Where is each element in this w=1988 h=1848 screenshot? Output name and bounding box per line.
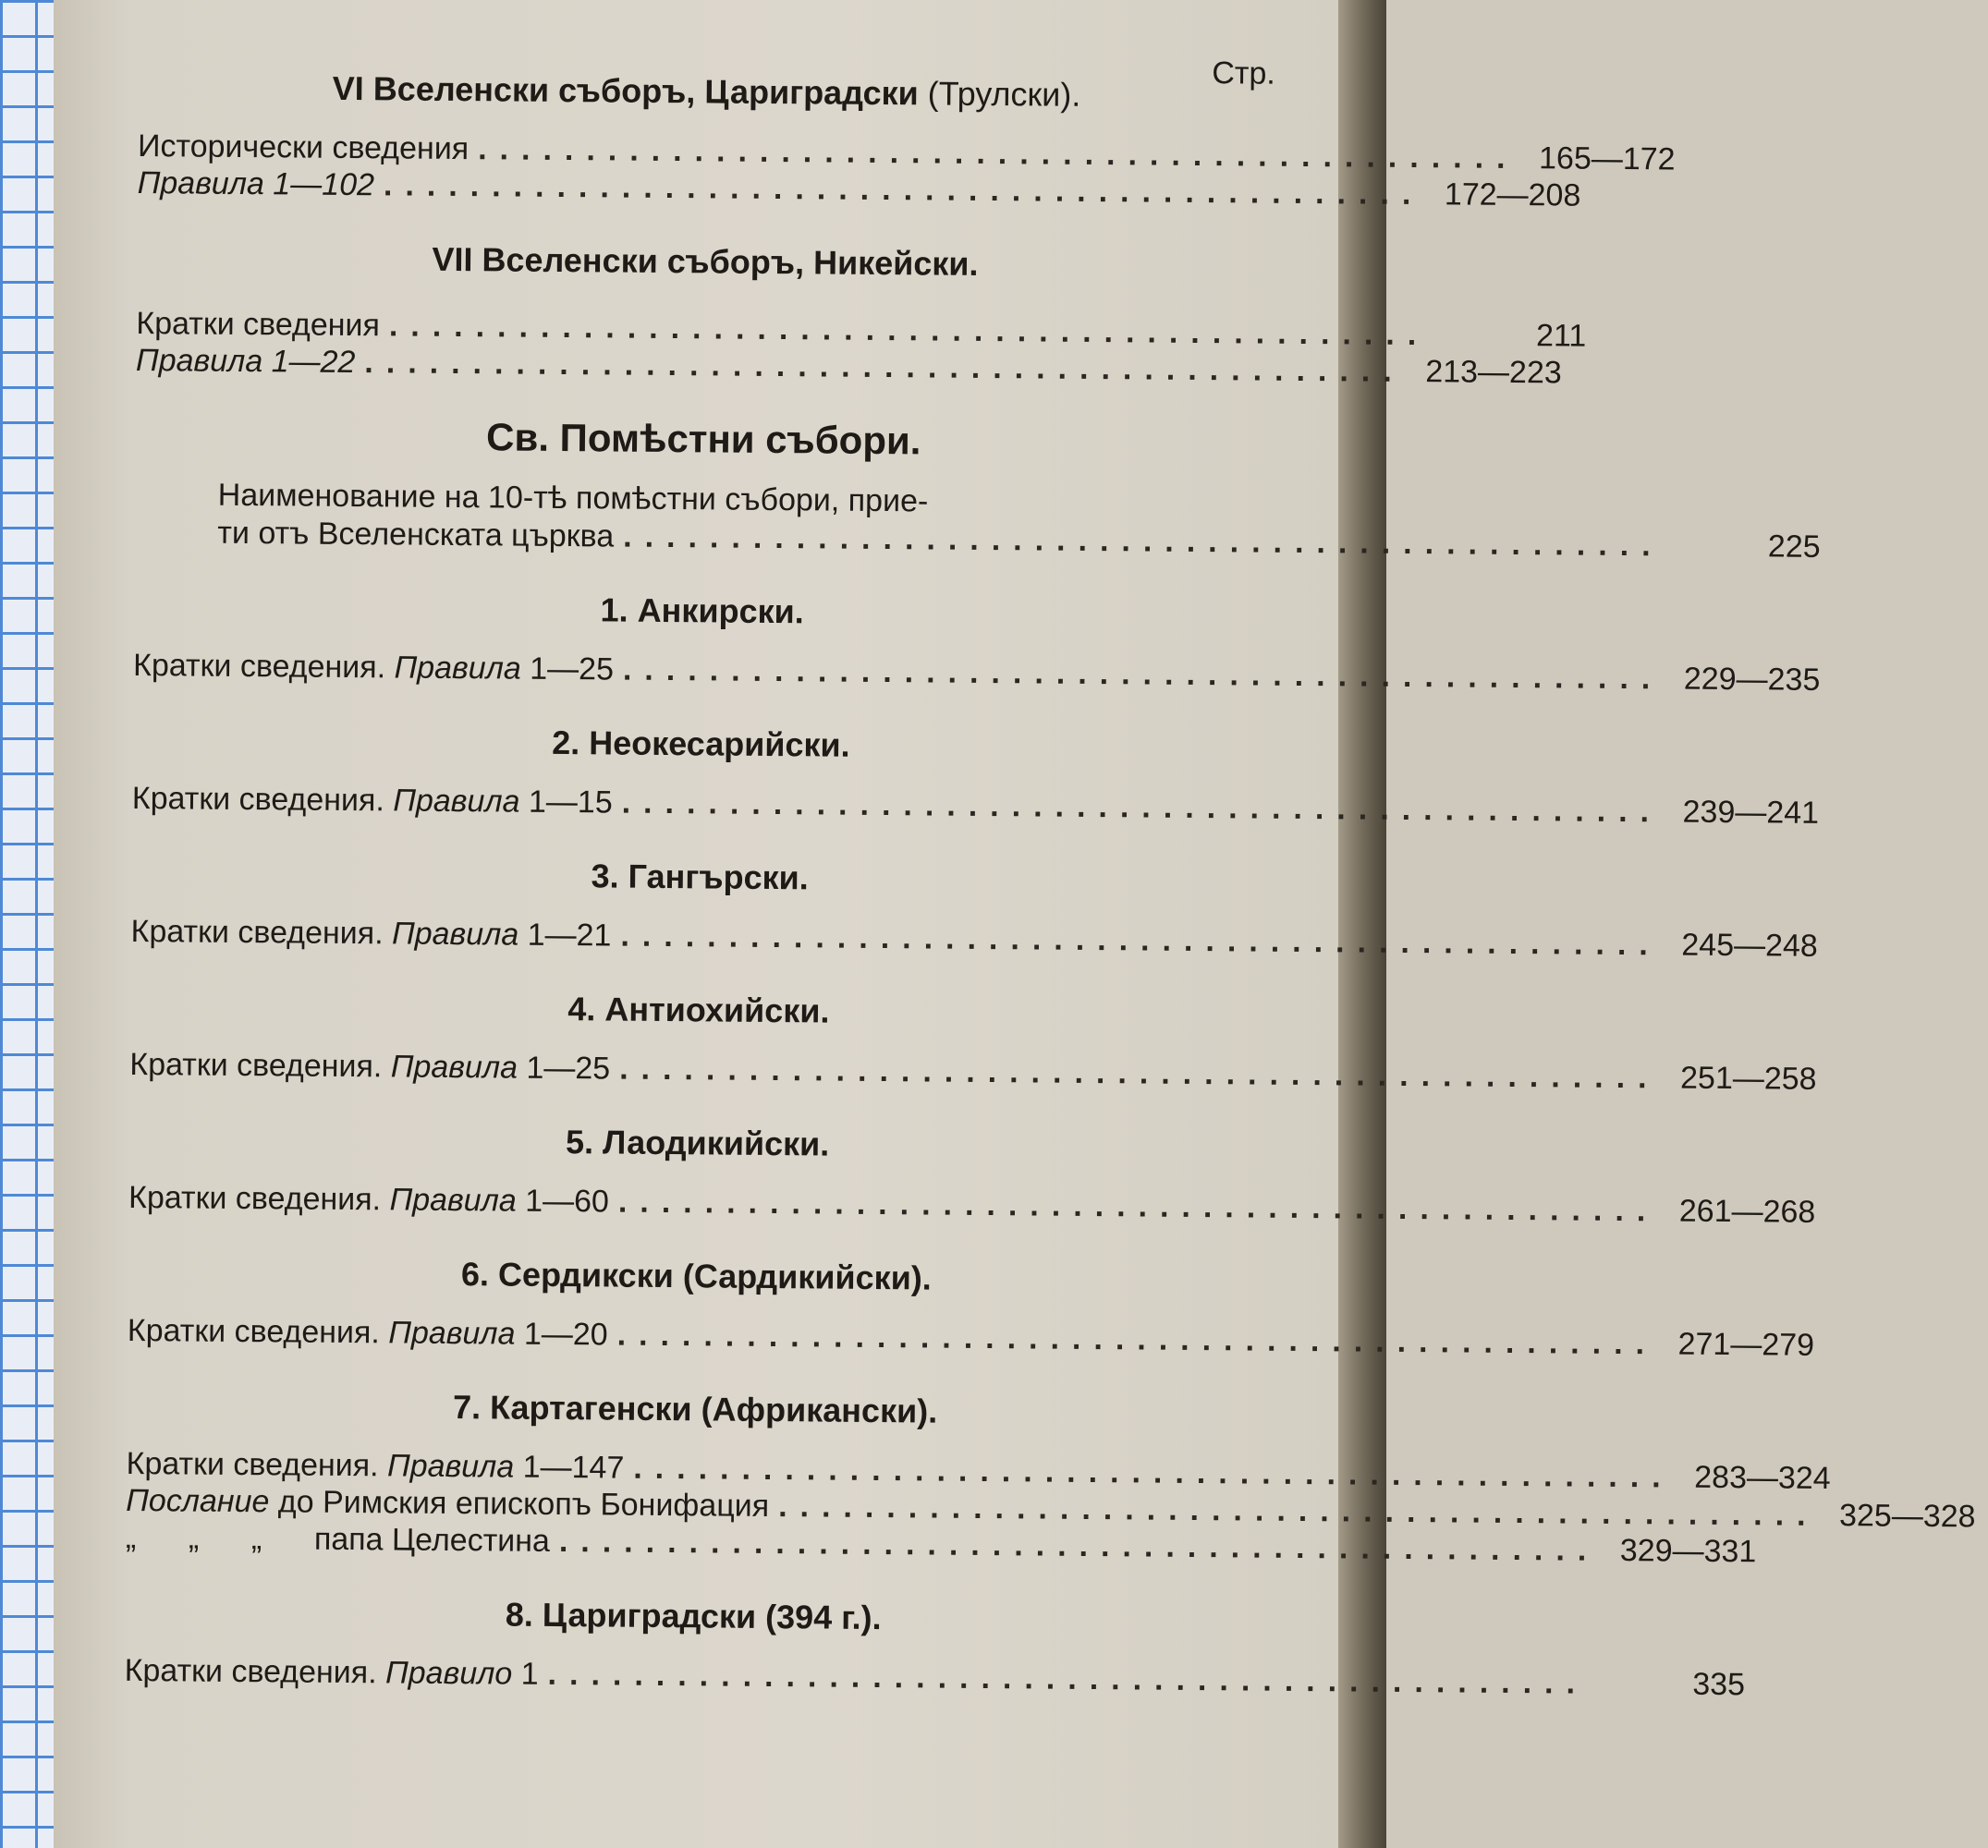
council-heading: 3. Гангърски.: [591, 857, 809, 897]
local-intro-line2: ти отъ Вселенската църква: [217, 515, 615, 554]
council6-heading-rest: (Трулски).: [927, 74, 1081, 114]
toc-page: 172—208: [1444, 176, 1581, 213]
toc-label: Кратки сведения: [136, 305, 381, 344]
leader-dots: ................................................: [364, 345, 1405, 389]
leader-dots: ................................................: [383, 167, 1424, 213]
toc-label: Кратки сведения. Правила 1—60: [128, 1179, 610, 1220]
leader-dots: ................................................: [778, 1489, 1819, 1533]
council-heading: 1. Анкирски.: [600, 590, 804, 631]
toc-page: 211: [1535, 318, 1587, 354]
council-heading: 6. Сердикски (Сардикийски).: [460, 1255, 932, 1297]
council-heading: 4. Антиохийски.: [567, 990, 830, 1030]
local-councils-section: [134, 415, 1821, 565]
toc-page: 335: [1692, 1666, 1746, 1703]
toc-label: Кратки сведения. Правила 1—25: [129, 1046, 611, 1087]
leader-dots: ................................................: [621, 784, 1663, 830]
toc-label: Исторически сведения: [137, 128, 470, 167]
toc-page: 165—172: [1538, 140, 1676, 177]
toc-page: 239—241: [1682, 794, 1820, 831]
toc-label: Кратки сведения. Правила 1—25: [132, 647, 615, 687]
table-of-contents: [124, 46, 1976, 1703]
toc-page: 261—268: [1678, 1193, 1816, 1230]
toc-page: 225: [1767, 529, 1821, 565]
leader-dots: ................................................: [616, 1317, 1658, 1362]
council6-heading-bold: VI Вселенски съборъ, Цариградски: [332, 68, 919, 113]
toc-page: 251—258: [1679, 1060, 1817, 1097]
toc-label: Правила 1—102: [137, 164, 375, 203]
leader-dots: ................................................: [619, 1051, 1660, 1096]
numbered-councils: [127, 551, 1821, 1363]
leader-dots: ................................................: [622, 651, 1664, 697]
toc-label: Правила 1—22: [135, 342, 356, 381]
toc-label: Послание до Римския епископъ Бонифация: [126, 1482, 770, 1525]
ditto-marks: „ „ „: [125, 1519, 262, 1557]
page-column-label: Стр.: [1212, 55, 1275, 91]
toc-label: „ „ „ папа Целестина: [125, 1519, 551, 1559]
council7-heading: VII Вселенски съборъ, Никейски.: [432, 239, 979, 283]
toc-page: 229—235: [1683, 661, 1821, 698]
toc-label: Кратки сведения. Правила 1—147: [126, 1445, 625, 1486]
local-intro-line1: Наименование на 10-тѣ помѣстни събори, прие-: [217, 477, 929, 519]
toc-page: 283—324: [1694, 1459, 1831, 1497]
leader-dots: ................................................: [558, 1524, 1600, 1568]
council-heading: 8. Цариградски (394 г.).: [505, 1595, 882, 1637]
grid-paper-background: [0, 0, 59, 1848]
leader-dots: ................................................: [617, 1184, 1659, 1229]
toc-page: 245—248: [1681, 927, 1818, 964]
toc-page: 271—279: [1677, 1326, 1815, 1363]
toc-page: 329—331: [1619, 1533, 1757, 1570]
leader-dots: ................................................: [388, 308, 1430, 353]
leader-dots: ................................................: [623, 518, 1664, 564]
local-councils-heading: Св. Помѣстни събори.: [485, 415, 921, 463]
toc-page: 213—223: [1425, 354, 1562, 391]
council-heading: 5. Лаодикийски.: [565, 1123, 830, 1163]
toc-label: Кратки сведения. Правила 1—20: [127, 1312, 608, 1353]
leader-dots: ................................................: [547, 1656, 1589, 1701]
council-heading: 7. Картагенски (Африкански).: [452, 1388, 938, 1430]
toc-label: Кратки сведения. Правило 1: [124, 1652, 539, 1692]
council7-section: [135, 238, 1587, 391]
leader-dots: ................................................: [620, 918, 1661, 963]
council6-section: [137, 68, 1676, 213]
council-heading: 2. Неокесарийски.: [551, 723, 850, 764]
toc-label: Кратки сведения. Правила 1—21: [130, 913, 612, 954]
leader-dots: ................................................: [633, 1450, 1674, 1495]
leader-dots: ................................................: [478, 131, 1518, 176]
constantinople-section: [124, 1593, 1746, 1703]
toc-page: 325—328: [1838, 1498, 1976, 1535]
toc-label: Кратки сведения. Правила 1—15: [131, 780, 613, 821]
carthage-section: [125, 1386, 1976, 1570]
